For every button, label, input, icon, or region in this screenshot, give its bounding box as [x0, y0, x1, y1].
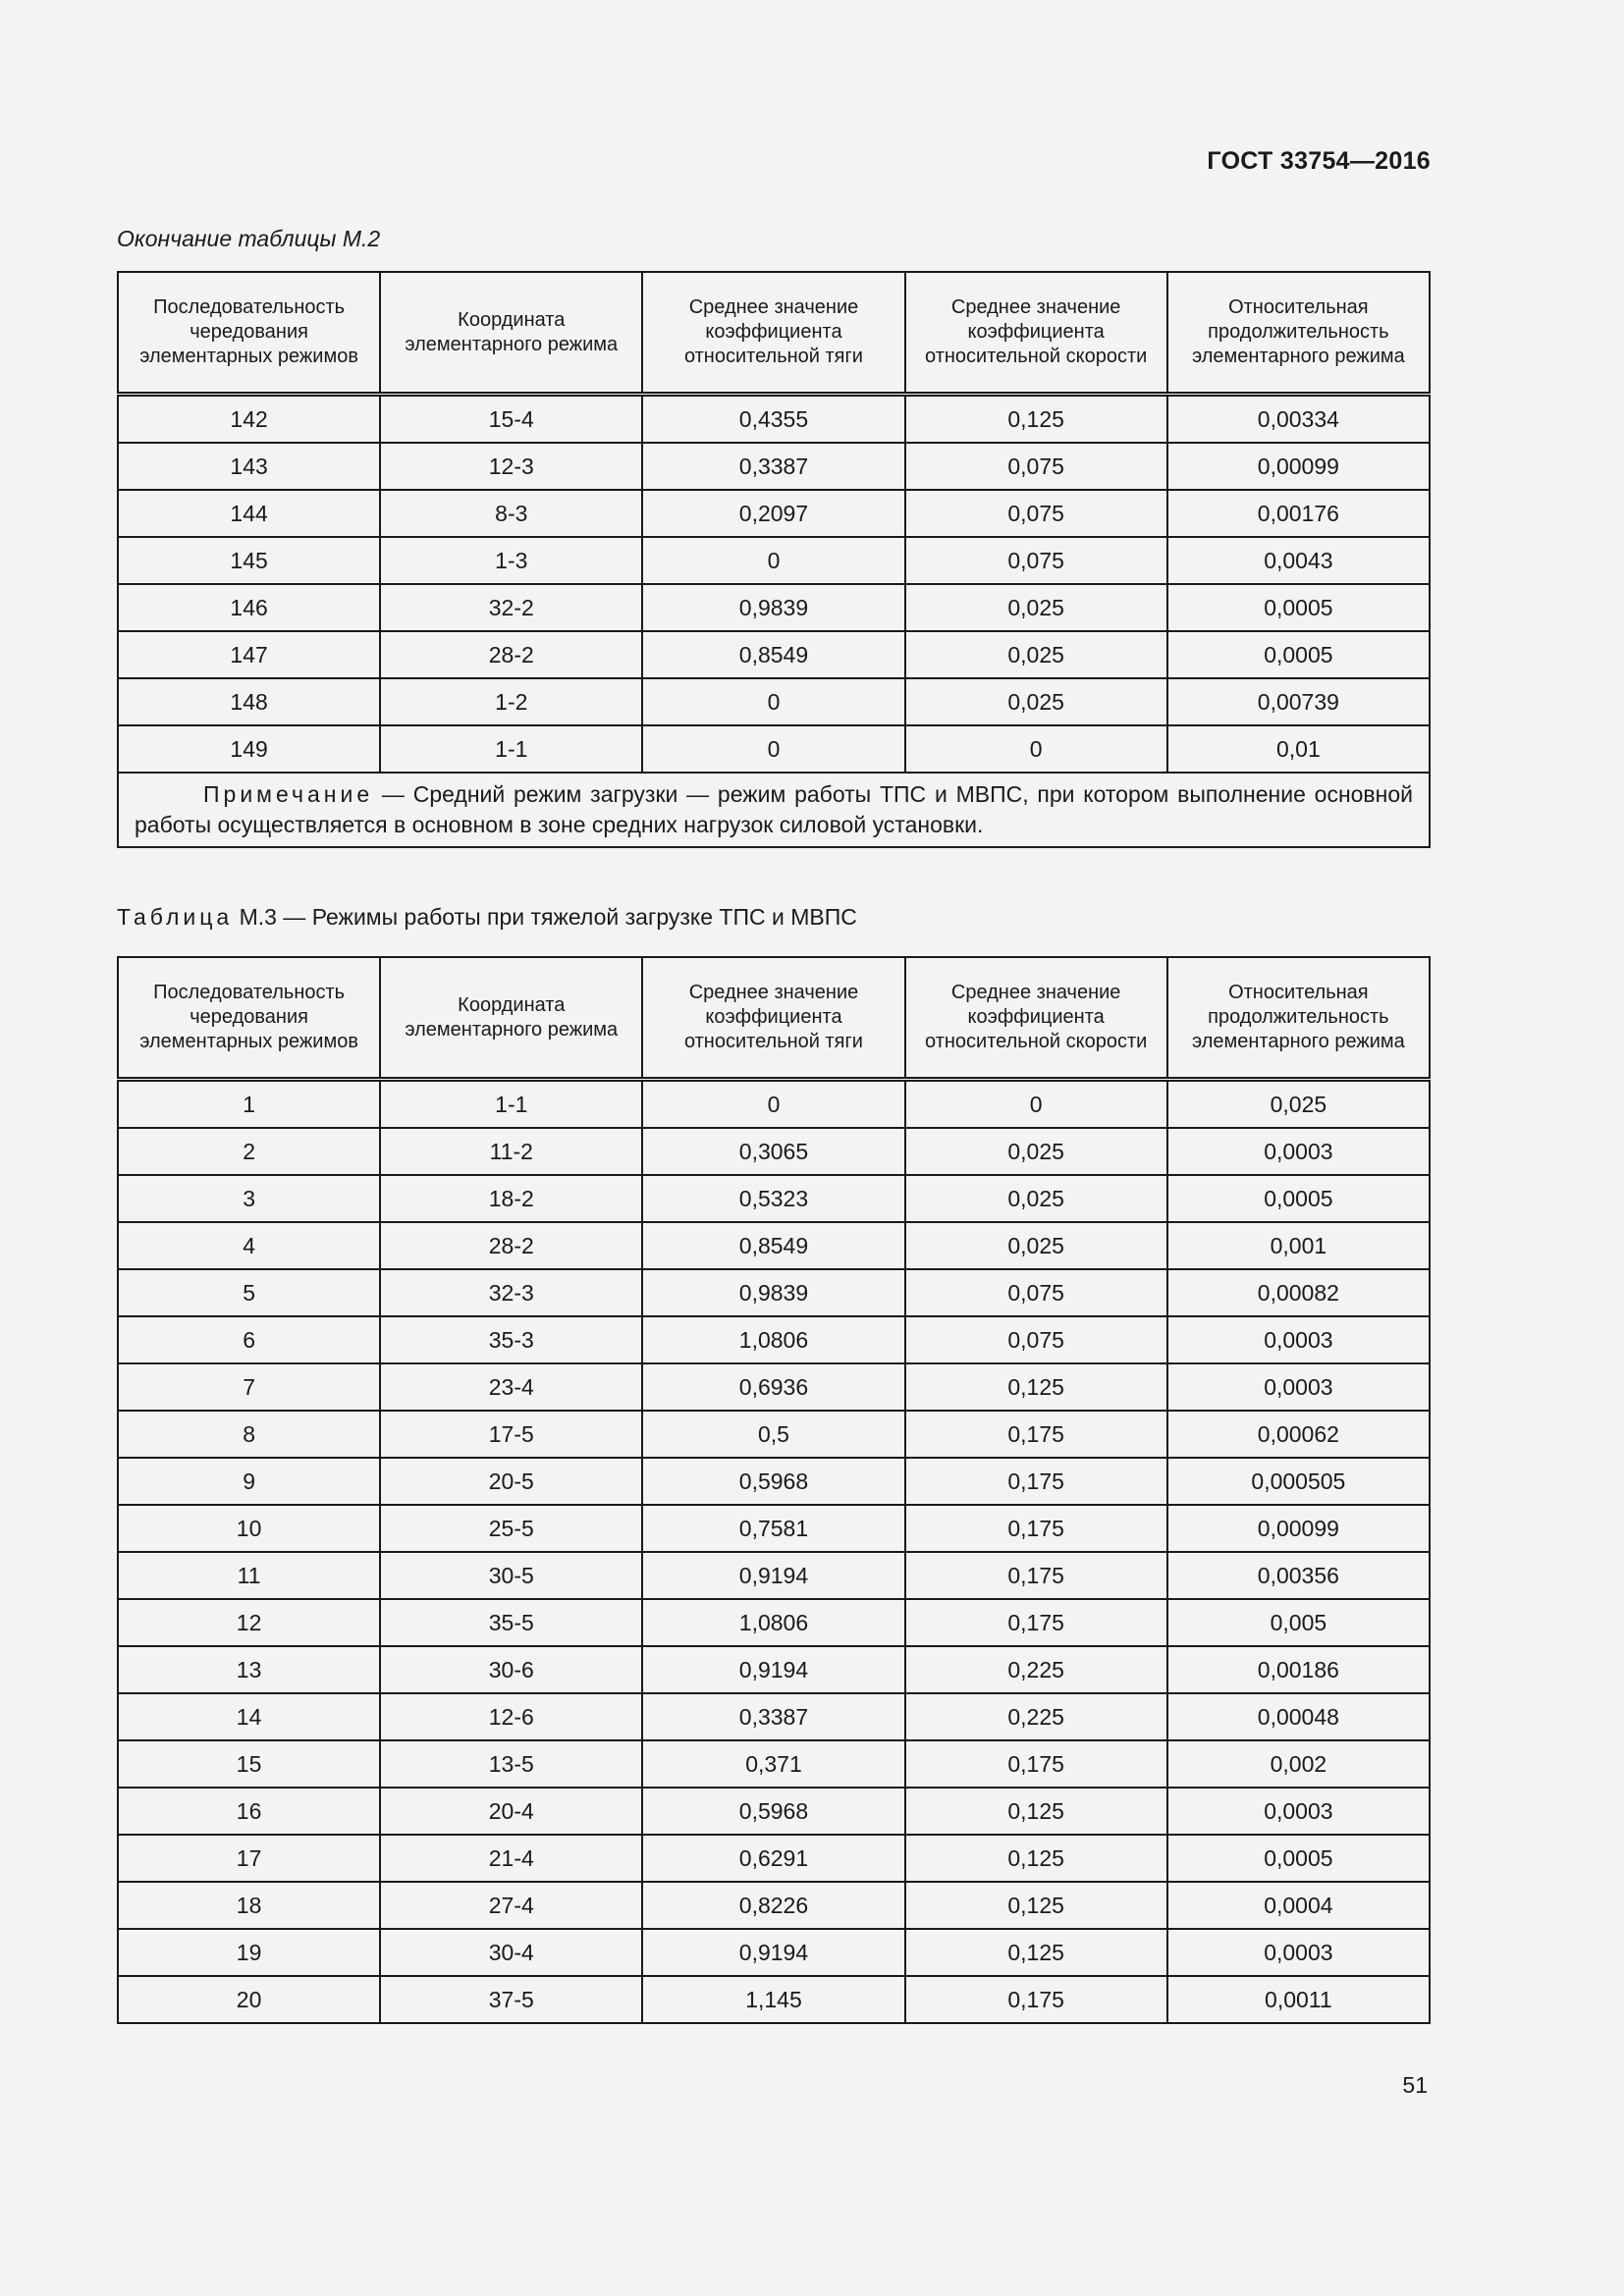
table-cell: 13-5: [380, 1740, 642, 1788]
table-cell: 32-3: [380, 1269, 642, 1316]
table-cell: 8-3: [380, 490, 642, 537]
table-row: [118, 1458, 1430, 1505]
table-cell: 30-4: [380, 1929, 642, 1976]
table-header-row: [118, 272, 1430, 395]
table-cell: 0,3387: [642, 1693, 904, 1740]
table-cell: 142: [118, 395, 380, 444]
table-cell: 11: [118, 1552, 380, 1599]
table-cell: 0,9839: [642, 1269, 904, 1316]
note-text: — Средний режим загрузки — режим работы ТПС и МВПС, при котором выполнение основной работы осуществляется в основном в зоне средних нагрузок силовой установки.: [135, 781, 1413, 837]
table-row: [118, 1128, 1430, 1175]
table-cell: 20-4: [380, 1788, 642, 1835]
table-cell: 0,075: [905, 1316, 1167, 1363]
table-cell: 0,005: [1167, 1599, 1430, 1646]
table-cell: 1,145: [642, 1976, 904, 2023]
table-cell: 0,0004: [1167, 1882, 1430, 1929]
table-cell: 28-2: [380, 1222, 642, 1269]
table-cell: 28-2: [380, 631, 642, 678]
table-row: [118, 1269, 1430, 1316]
table-cell: 1-2: [380, 678, 642, 725]
table-cell: 0,8226: [642, 1882, 904, 1929]
table-row: [118, 1788, 1430, 1835]
table-cell: 0,175: [905, 1552, 1167, 1599]
table-cell: 0: [905, 1080, 1167, 1129]
table-cell: 0,075: [905, 443, 1167, 490]
table-cell: 35-5: [380, 1599, 642, 1646]
table-cell: 15: [118, 1740, 380, 1788]
table-cell: 11-2: [380, 1128, 642, 1175]
column-header: Среднее значение коэффициента относительной скорости: [905, 957, 1167, 1080]
table-cell: 0,002: [1167, 1740, 1430, 1788]
table-cell: 0,000505: [1167, 1458, 1430, 1505]
table-cell: 12-6: [380, 1693, 642, 1740]
table-cell: 1: [118, 1080, 380, 1129]
table-cell: 10: [118, 1505, 380, 1552]
table-cell: 0,175: [905, 1599, 1167, 1646]
table-cell: 0,025: [1167, 1080, 1430, 1129]
table-cell: 0,025: [905, 631, 1167, 678]
table-cell: 0,2097: [642, 490, 904, 537]
table-m2-continuation-caption: Окончание таблицы М.2: [117, 226, 381, 251]
table-cell: 0,0003: [1167, 1788, 1430, 1835]
table-cell: 0: [642, 537, 904, 584]
table-cell: 0,0003: [1167, 1363, 1430, 1411]
table-cell: 0,6291: [642, 1835, 904, 1882]
table-row: [118, 537, 1430, 584]
table-cell: 147: [118, 631, 380, 678]
table-cell: 0,125: [905, 1788, 1167, 1835]
table-cell: 1-1: [380, 725, 642, 773]
table-cell: 0,225: [905, 1646, 1167, 1693]
table-row: [118, 1693, 1430, 1740]
table-cell: 0,5968: [642, 1788, 904, 1835]
table-cell: 0,00176: [1167, 490, 1430, 537]
column-header: Последовательность чередования элементарных режимов: [118, 272, 380, 395]
table-cell: 0,125: [905, 395, 1167, 444]
table-row: [118, 1835, 1430, 1882]
table-cell: 0,175: [905, 1740, 1167, 1788]
table-cell: 0,075: [905, 490, 1167, 537]
table-cell: 0,00082: [1167, 1269, 1430, 1316]
table-cell: 17-5: [380, 1411, 642, 1458]
table-row: [118, 395, 1430, 444]
table-cell: 0,6936: [642, 1363, 904, 1411]
table-cell: 0,0003: [1167, 1316, 1430, 1363]
table-cell: 0,01: [1167, 725, 1430, 773]
table-row: [118, 725, 1430, 773]
table-row: [118, 1411, 1430, 1458]
table-row: [118, 584, 1430, 631]
table-row: [118, 1976, 1430, 2023]
table-cell: 30-6: [380, 1646, 642, 1693]
table-cell: 1,0806: [642, 1599, 904, 1646]
table-cell: 0,0003: [1167, 1128, 1430, 1175]
table-cell: 37-5: [380, 1976, 642, 2023]
table-note: [118, 773, 1430, 847]
table-cell: 19: [118, 1929, 380, 1976]
table-cell: 0,8549: [642, 1222, 904, 1269]
table-cell: 0,125: [905, 1929, 1167, 1976]
table-cell: 3: [118, 1175, 380, 1222]
table-cell: 30-5: [380, 1552, 642, 1599]
table-cell: 17: [118, 1835, 380, 1882]
table-cell: 20: [118, 1976, 380, 2023]
table-cell: 35-3: [380, 1316, 642, 1363]
table-cell: 0,0011: [1167, 1976, 1430, 2023]
table-cell: 0,025: [905, 584, 1167, 631]
table-cell: 1-3: [380, 537, 642, 584]
table-cell: 0,4355: [642, 395, 904, 444]
table-cell: 13: [118, 1646, 380, 1693]
table-cell: 0,5: [642, 1411, 904, 1458]
table-cell: 0,225: [905, 1693, 1167, 1740]
table-cell: 149: [118, 725, 380, 773]
table-cell: 0,00062: [1167, 1411, 1430, 1458]
table-row: [118, 1740, 1430, 1788]
table-cell: 25-5: [380, 1505, 642, 1552]
table-cell: 1,0806: [642, 1316, 904, 1363]
column-header: Среднее значение коэффициента относительной скорости: [905, 272, 1167, 395]
table-cell: 0,00099: [1167, 1505, 1430, 1552]
table-cell: 1-1: [380, 1080, 642, 1129]
table-cell: 0,00356: [1167, 1552, 1430, 1599]
table-row: [118, 1175, 1430, 1222]
table-cell: 146: [118, 584, 380, 631]
table-cell: 0,7581: [642, 1505, 904, 1552]
table-cell: 4: [118, 1222, 380, 1269]
table-cell: 5: [118, 1269, 380, 1316]
table-cell: 0: [642, 678, 904, 725]
table-cell: 0,0005: [1167, 584, 1430, 631]
table-cell: 0,175: [905, 1458, 1167, 1505]
table-cell: 0,0005: [1167, 1175, 1430, 1222]
table-cell: 14: [118, 1693, 380, 1740]
table-cell: 0,075: [905, 1269, 1167, 1316]
table-cell: 23-4: [380, 1363, 642, 1411]
table-cell: 0,125: [905, 1882, 1167, 1929]
table-cell: 21-4: [380, 1835, 642, 1882]
table-body: [118, 395, 1430, 774]
column-header: Среднее значение коэффициента относительной тяги: [642, 272, 904, 395]
table-row: [118, 1929, 1430, 1976]
table-cell: 6: [118, 1316, 380, 1363]
table-cell: 0: [642, 725, 904, 773]
table-cell: 0,175: [905, 1411, 1167, 1458]
table-cell: 0,9839: [642, 584, 904, 631]
table-cell: 148: [118, 678, 380, 725]
column-header: Координата элементарного режима: [380, 272, 642, 395]
table-cell: 0,175: [905, 1505, 1167, 1552]
table-m3: [117, 956, 1431, 2024]
table-cell: 0,0043: [1167, 537, 1430, 584]
table-cell: 0,075: [905, 537, 1167, 584]
standard-code: ГОСТ 33754—2016: [1207, 147, 1431, 175]
table-cell: 0,0003: [1167, 1929, 1430, 1976]
table-cell: 0,125: [905, 1835, 1167, 1882]
table-cell: 143: [118, 443, 380, 490]
table-cell: 0,5968: [642, 1458, 904, 1505]
table-cell: 0,5323: [642, 1175, 904, 1222]
table-body: [118, 1080, 1430, 2024]
table-cell: 0,025: [905, 1222, 1167, 1269]
table-cell: 12-3: [380, 443, 642, 490]
table-row: [118, 1363, 1430, 1411]
column-header: Последовательность чередования элементарных режимов: [118, 957, 380, 1080]
table-cell: 12: [118, 1599, 380, 1646]
note-label: Примечание: [203, 781, 374, 807]
table-cell: 0,175: [905, 1976, 1167, 2023]
table-row: [118, 1080, 1430, 1129]
table-caption-label: Таблица: [117, 904, 234, 930]
table-row: [118, 1222, 1430, 1269]
table-cell: 0,001: [1167, 1222, 1430, 1269]
table-cell: 7: [118, 1363, 380, 1411]
table-cell: 145: [118, 537, 380, 584]
table-row: [118, 443, 1430, 490]
table-cell: 0,0005: [1167, 1835, 1430, 1882]
table-cell: 20-5: [380, 1458, 642, 1505]
column-header: Среднее значение коэффициента относительной тяги: [642, 957, 904, 1080]
table-row: [118, 678, 1430, 725]
table-cell: 0,0005: [1167, 631, 1430, 678]
table-row: [118, 1552, 1430, 1599]
column-header: Относительная продолжительность элементарного режима: [1167, 272, 1430, 395]
table-cell: 0,371: [642, 1740, 904, 1788]
table-cell: 0,9194: [642, 1646, 904, 1693]
table-cell: 144: [118, 490, 380, 537]
table-row: [118, 631, 1430, 678]
table-cell: 0,9194: [642, 1929, 904, 1976]
column-header: Координата элементарного режима: [380, 957, 642, 1080]
table-cell: 15-4: [380, 395, 642, 444]
table-cell: 0,025: [905, 678, 1167, 725]
table-cell: 0,00099: [1167, 443, 1430, 490]
table-note-row: [118, 773, 1430, 847]
table-cell: 18: [118, 1882, 380, 1929]
table-row: [118, 1599, 1430, 1646]
table-cell: 2: [118, 1128, 380, 1175]
table-cell: 9: [118, 1458, 380, 1505]
table-cell: 18-2: [380, 1175, 642, 1222]
table-cell: 8: [118, 1411, 380, 1458]
table-m3-caption: [117, 904, 857, 931]
table-cell: 0: [642, 1080, 904, 1129]
table-cell: 0,00048: [1167, 1693, 1430, 1740]
table-cell: 0,00739: [1167, 678, 1430, 725]
column-header: Относительная продолжительность элементарного режима: [1167, 957, 1430, 1080]
table-cell: 0,00334: [1167, 395, 1430, 444]
table-cell: 0,9194: [642, 1552, 904, 1599]
table-row: [118, 1646, 1430, 1693]
table-header-row: [118, 957, 1430, 1080]
table-cell: 0,025: [905, 1175, 1167, 1222]
table-cell: 0,025: [905, 1128, 1167, 1175]
table-row: [118, 1882, 1430, 1929]
table-m2: [117, 271, 1431, 848]
table-cell: 0,8549: [642, 631, 904, 678]
table-cell: 0,00186: [1167, 1646, 1430, 1693]
table-caption-text: М.3 — Режимы работы при тяжелой загрузке ТПС и МВПС: [233, 904, 857, 930]
table-cell: 0,125: [905, 1363, 1167, 1411]
table-cell: 27-4: [380, 1882, 642, 1929]
table-cell: 32-2: [380, 584, 642, 631]
table-cell: 16: [118, 1788, 380, 1835]
table-row: [118, 490, 1430, 537]
table-cell: 0,3065: [642, 1128, 904, 1175]
table-row: [118, 1316, 1430, 1363]
page-number: 51: [1402, 2072, 1428, 2098]
table-cell: 0,3387: [642, 443, 904, 490]
table-cell: 0: [905, 725, 1167, 773]
table-row: [118, 1505, 1430, 1552]
